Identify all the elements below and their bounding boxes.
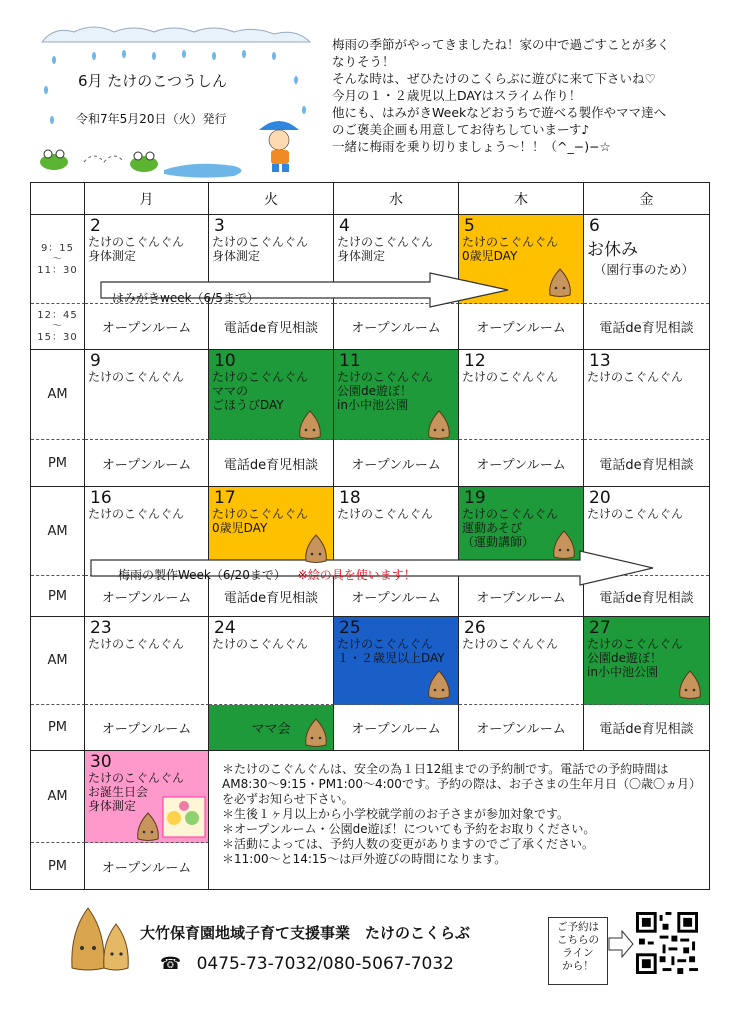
event-text: たけのこぐんぐん — [212, 637, 309, 651]
date-number: 23 — [90, 618, 112, 638]
event-text: たけのこぐんぐん 公園de遊ぼ！ in小中池公園 — [587, 637, 684, 679]
event-text: たけのこぐんぐん — [462, 370, 559, 384]
pm-cell: 電話de育児相談 — [584, 440, 709, 487]
date-number: 10 — [214, 351, 236, 371]
event-text: たけのこぐんぐん 0歳児DAY — [462, 235, 559, 263]
day-cell — [85, 350, 209, 440]
note-item: ＊11:00〜と14:15〜は戸外遊びの時間になります。 — [222, 852, 507, 866]
day-cell — [459, 350, 584, 440]
day-cell — [584, 350, 709, 440]
pm-cell: オープンルーム — [459, 705, 584, 751]
closed-reason: （園行事のため） — [594, 262, 695, 277]
paint-note: ※絵の具を使います！ — [297, 568, 416, 582]
bamboo-shoot-icon — [425, 670, 453, 700]
pm-cell: オープンルーム — [85, 705, 209, 751]
pm-cell: オープンルーム — [85, 576, 209, 617]
event-text: たけのこぐんぐん — [88, 637, 185, 651]
day-cell — [584, 215, 709, 304]
line-reservation-note — [548, 917, 608, 985]
day-cell — [459, 617, 584, 705]
bamboo-shoot-icon — [550, 530, 578, 560]
issue-date: 令和7年5月20日（火）発行 — [76, 112, 227, 126]
pm-cell: 電話de育児相談 — [584, 705, 709, 751]
pm-cell: オープンルーム — [459, 576, 584, 617]
arrow-right-icon — [608, 930, 634, 958]
event-text: たけのこぐんぐん — [587, 370, 684, 384]
day-header-mon: 月 — [85, 183, 209, 215]
note-item: ＊生後１ヶ月以上から小学校就学前のお子さまが参加対象です。 — [222, 807, 570, 821]
bamboo-shoot-icon — [676, 670, 704, 700]
event-text: たけのこぐんぐん 身体測定 — [212, 235, 309, 263]
intro-message: 梅雨の季節がやってきましたね！家の中で過ごすことが多く なりそう！ そんな時は、ぜひたけのこくらぶに遊びに来て下さいね♡ 今月の１・２歳児以上DAYはスライム作り！ 他にも、はみがきWeekなどおうちで遊べる製作やママ達へ のご褒美企画も用意してお待ちしていまーす♪ 一緒に梅雨を乗り切りましょう〜！！（^_−)−☆ — [332, 37, 670, 154]
birthday-party-icon — [162, 796, 206, 838]
closed-label: お休み — [587, 240, 638, 260]
pm-cell: 電話de育児相談 — [209, 576, 334, 617]
phone-line — [160, 954, 454, 974]
am-label: AM — [31, 751, 85, 843]
arrow-label-text: 梅雨の製作Week（6/20まで） — [118, 568, 286, 582]
pm-cell: 電話de育児相談 — [209, 304, 334, 350]
notes-section — [222, 762, 706, 867]
pm-cell: オープンルーム — [334, 705, 459, 751]
time-am-week1 — [31, 215, 85, 304]
bamboo-shoot-icon — [425, 410, 453, 440]
organization-name: 大竹保育園地域子育て支援事業 たけのこくらぶ — [140, 924, 471, 942]
event-text: たけのこぐんぐん — [88, 370, 185, 384]
pm-cell: オープンルーム — [334, 440, 459, 487]
event-text: たけのこぐんぐん — [88, 507, 185, 521]
event-text: たけのこぐんぐん 身体測定 — [88, 235, 185, 263]
event-text: たけのこぐんぐん 0歳児DAY — [212, 507, 309, 535]
date-number: 6 — [589, 216, 600, 236]
time-pm-week1 — [31, 304, 85, 350]
pm-label: PM — [31, 440, 85, 487]
note-item: ＊たけのこぐんぐんは、安全の為１日12組までの予約制です。電話での予約時間はAM8:30〜9:15・PM1:00〜4:00です。予約の際は、お子さまの生年月日（〇歳〇ヵ月）を必ずお知らせ下さい。 — [222, 762, 701, 806]
date-number: 30 — [90, 752, 112, 772]
phone-icon: ☎ — [160, 954, 182, 974]
pm-cell: オープンルーム — [85, 304, 209, 350]
day-cell — [85, 617, 209, 705]
event-text: たけのこぐんぐん 身体測定 — [337, 235, 434, 263]
time-am-label: 9：15 〜 11：30 — [37, 242, 78, 276]
date-number: 17 — [214, 488, 236, 508]
date-number: 26 — [464, 618, 486, 638]
pm-label: PM — [31, 576, 85, 617]
pm-cell: オープンルーム — [334, 304, 459, 350]
rain-cloud-illustration — [34, 20, 324, 180]
pm-cell: オープンルーム — [459, 440, 584, 487]
arrow-label-tsuyu — [118, 566, 416, 583]
day-header-fri: 金 — [584, 183, 709, 215]
newsletter-title: 6月 たけのこつうしん — [78, 72, 228, 90]
bamboo-shoot-icon — [134, 812, 162, 842]
note-item: ＊オープンルーム・公園de遊ぼ！についても予約をお取りください。 — [222, 822, 596, 836]
phone-numbers[interactable]: 0475-73-7032/080-5067-7032 — [196, 954, 454, 974]
arrow-label-hamigaki: はみがきweek（6/5まで） — [112, 291, 259, 305]
date-number: 25 — [339, 618, 361, 638]
date-number: 12 — [464, 351, 486, 371]
event-text: たけのこぐんぐん — [462, 637, 559, 651]
pm-label: PM — [31, 843, 85, 889]
date-number: 16 — [90, 488, 112, 508]
pm-cell-highlight: ママ会 — [209, 705, 334, 751]
date-number: 24 — [214, 618, 236, 638]
date-number: 3 — [214, 216, 225, 236]
date-number: 27 — [589, 618, 611, 638]
pm-cell: オープンルーム — [85, 440, 209, 487]
event-text: たけのこぐんぐん — [337, 507, 434, 521]
pm-cell: オープンルーム — [334, 576, 459, 617]
date-number: 5 — [464, 216, 475, 236]
event-text: たけのこぐんぐん １・２歳児以上DAY — [337, 637, 445, 665]
am-label: AM — [31, 617, 85, 705]
day-header-thu: 木 — [459, 183, 584, 215]
day-cell — [209, 617, 334, 705]
event-text: たけのこぐんぐん お誕生日会 身体測定 — [88, 771, 185, 813]
pm-cell: オープンルーム — [85, 843, 209, 889]
bamboo-shoot-icon — [302, 534, 330, 564]
note-item: ＊活動によっては、予約人数の変更がありますのでご了承ください。 — [222, 837, 595, 851]
pm-cell: 電話de育児相談 — [584, 304, 709, 350]
date-number: 19 — [464, 488, 486, 508]
pm-label: PM — [31, 705, 85, 751]
date-number: 4 — [339, 216, 350, 236]
day-header-wed: 水 — [334, 183, 459, 215]
date-number: 13 — [589, 351, 611, 371]
event-text: たけのこぐんぐん 運動あそび （運動講師） — [462, 507, 559, 549]
day-header-tue: 火 — [209, 183, 334, 215]
event-text: たけのこぐんぐん ママの ごほうびDAY — [212, 370, 309, 412]
line-note-text: ご予約は こちらの ライン から！ — [557, 921, 599, 972]
date-number: 9 — [90, 351, 101, 371]
corner-cell — [31, 183, 85, 215]
bamboo-shoot-icon — [546, 268, 574, 298]
date-number: 2 — [90, 216, 101, 236]
time-pm-label: 12：45 〜 15：30 — [37, 310, 78, 343]
bamboo-shoot-icon — [296, 410, 324, 440]
date-number: 11 — [339, 351, 361, 371]
bamboo-mascot-icon — [64, 902, 136, 974]
pm-cell: 電話de育児相談 — [209, 440, 334, 487]
pm-cell: オープンルーム — [459, 304, 584, 350]
am-label: AM — [31, 350, 85, 440]
frog-icon — [40, 150, 68, 170]
qr-code[interactable] — [636, 912, 698, 974]
child-umbrella-icon — [259, 121, 299, 172]
am-label: AM — [31, 487, 85, 576]
event-text: たけのこぐんぐん — [587, 507, 684, 521]
date-number: 18 — [339, 488, 361, 508]
event-text: たけのこぐんぐん 公園de遊ぼ！ in小中池公園 — [337, 370, 434, 412]
pm-cell: 電話de育児相談 — [584, 576, 709, 617]
bamboo-shoot-icon — [302, 718, 330, 748]
date-number: 20 — [589, 488, 611, 508]
